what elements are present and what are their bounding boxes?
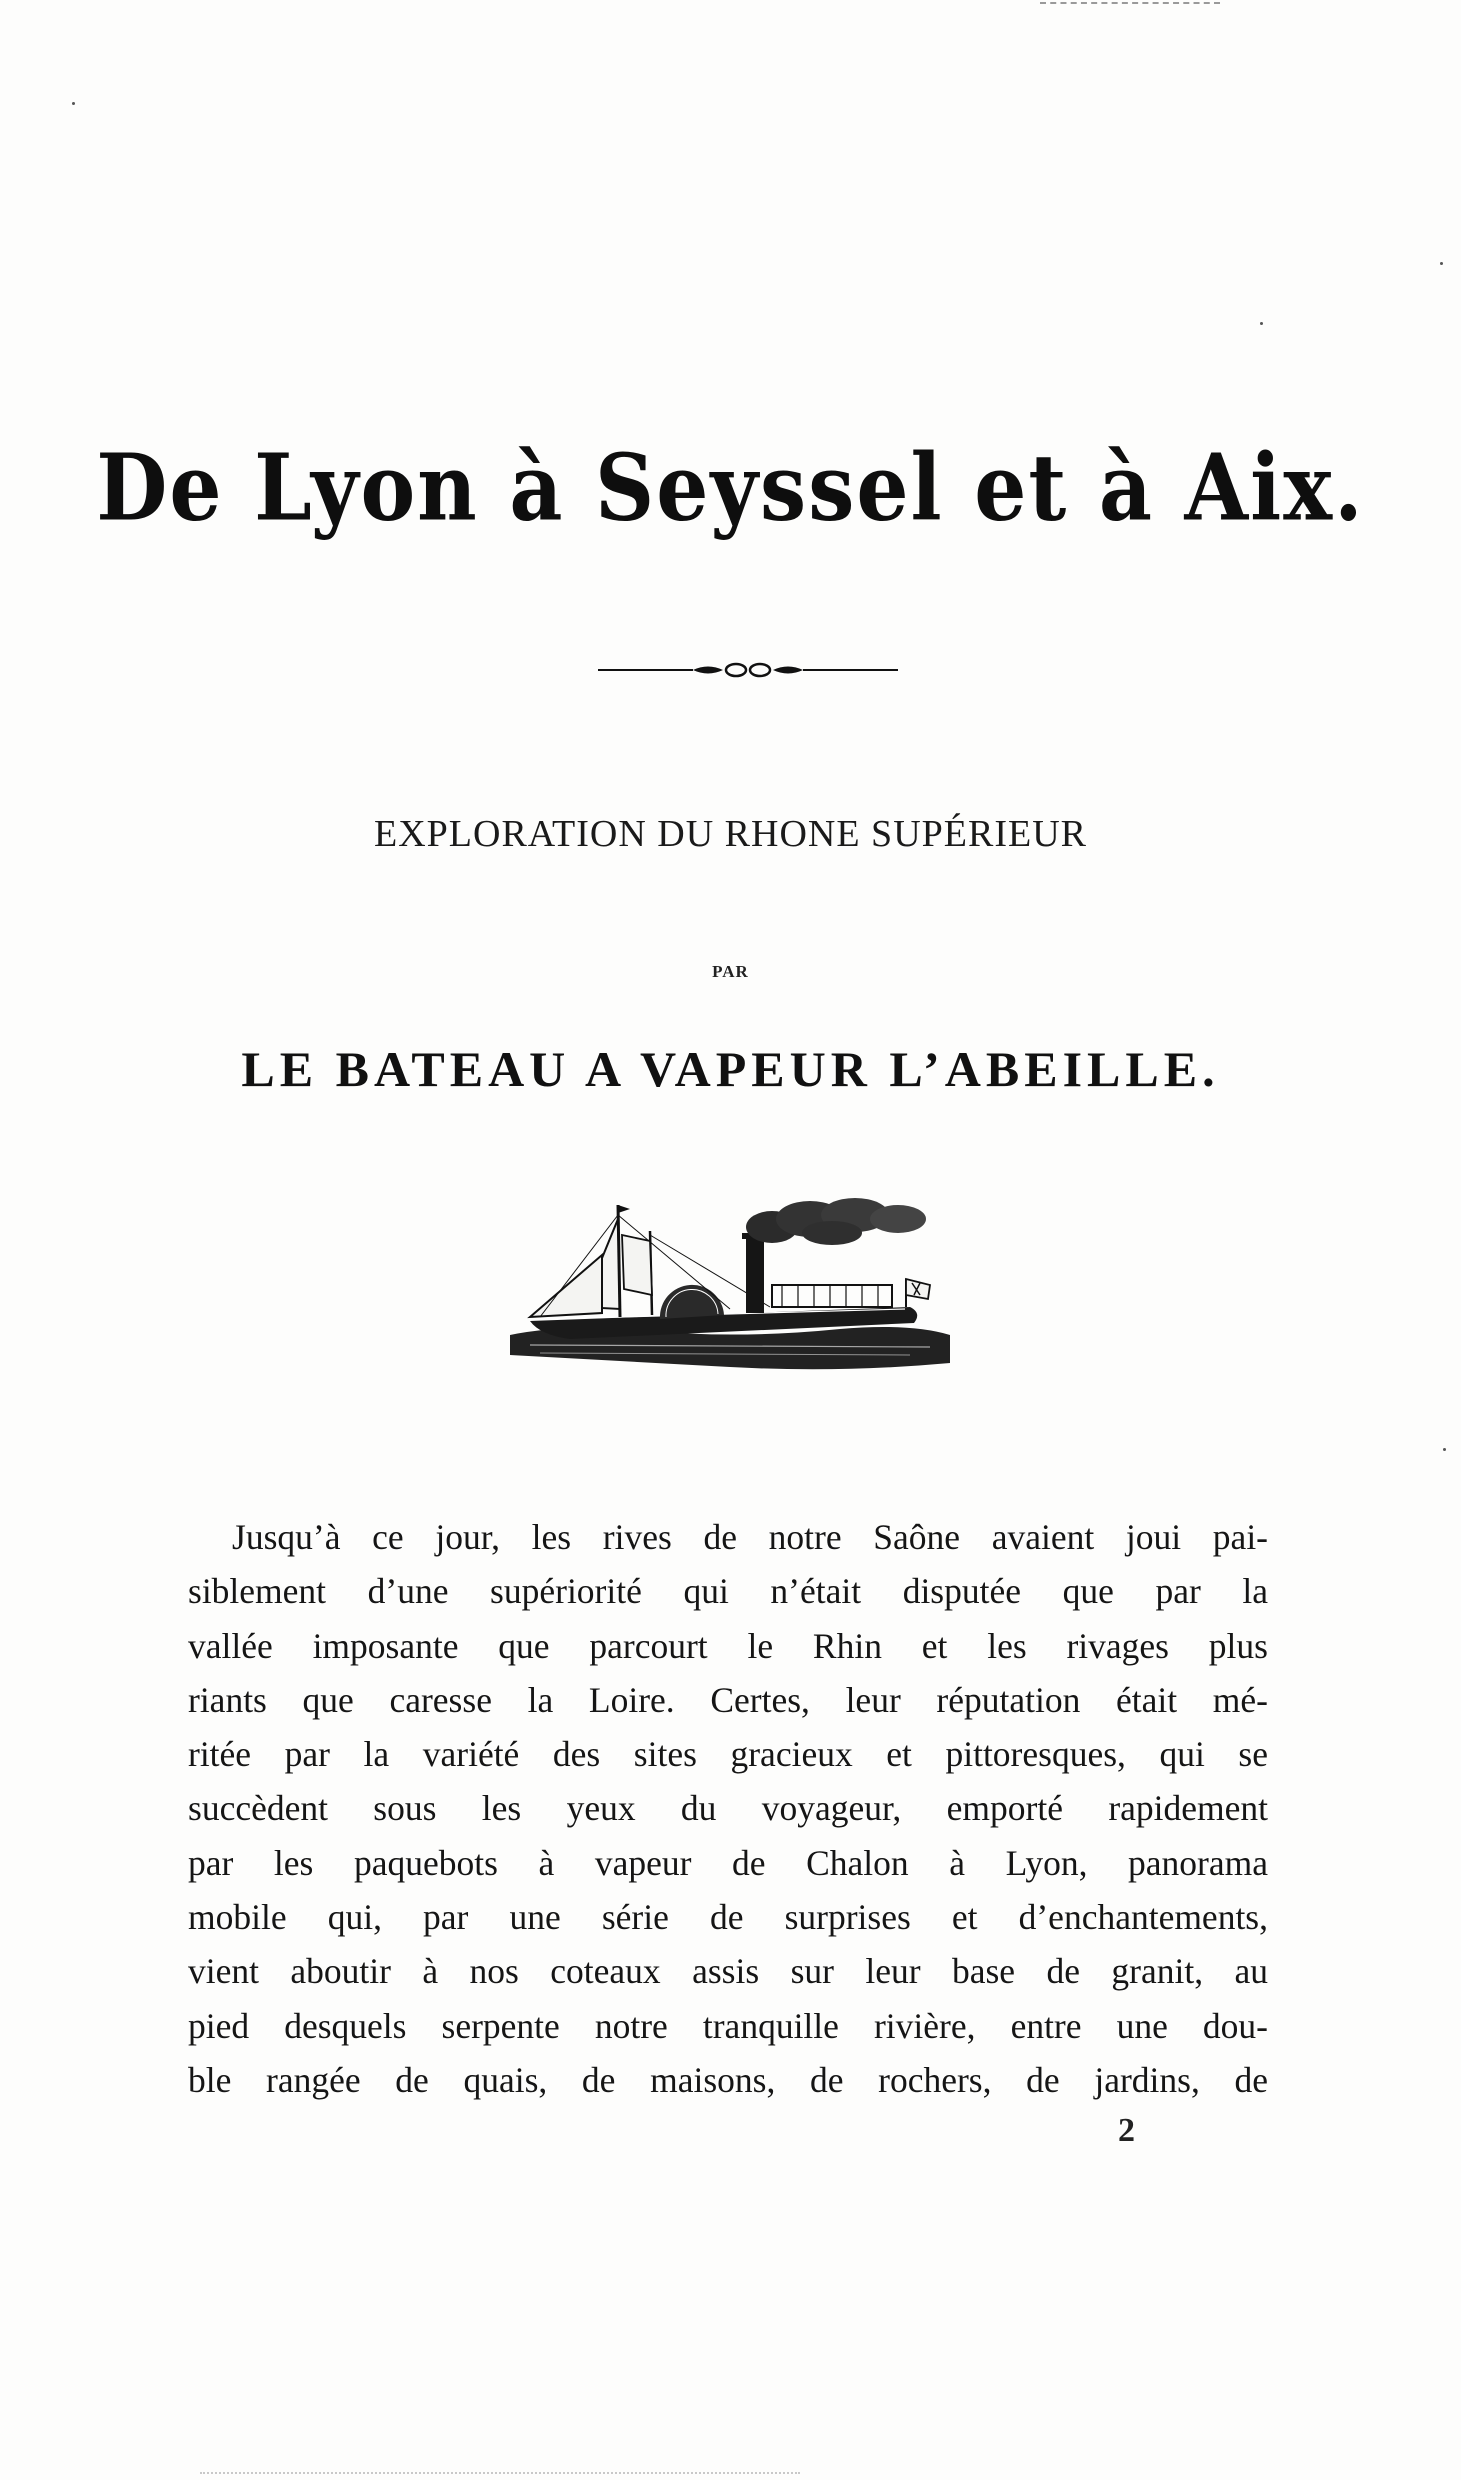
text-line: ble rangée de quais, de maisons, de rochers, de jardins, de <box>188 2059 1268 2100</box>
text-line: siblement d’une supériorité qui n’était disputée que par la <box>188 1571 1268 1612</box>
text-line: Jusqu’à ce jour, les rives de notre Saône avaient joui pai- <box>232 1517 1268 1557</box>
bottom-edge-mark <box>200 2472 800 2476</box>
paper-speck <box>1440 262 1443 265</box>
text-line: vallée imposante que parcourt le Rhin et les rivages plus <box>188 1625 1268 1666</box>
text-line: mobile qui, par une série de surprises et d’enchantements, <box>188 1897 1268 1938</box>
text-line: par les paquebots à vapeur de Chalon à Lyon, panorama <box>188 1842 1268 1883</box>
text-line: vient aboutir à nos coteaux assis sur leur base de granit, au <box>188 1951 1268 1992</box>
subtitle: EXPLORATION DU RHONE SUPÉRIEUR <box>374 813 1087 855</box>
top-edge-rule <box>1040 2 1220 6</box>
page-number: 2 <box>1118 2112 1135 2149</box>
paper-speck <box>1260 322 1263 325</box>
body-paragraph <box>188 1510 1268 2107</box>
text-line: ritée par la variété des sites gracieux et pittoresques, qui se <box>188 1734 1268 1775</box>
text-line: riants que caresse la Loire. Certes, leur réputation était mé- <box>188 1679 1268 1720</box>
page-title: De Lyon à Seyssel et à Aix. <box>96 434 1365 542</box>
paper-speck <box>72 102 75 105</box>
text-line: succèdent sous les yeux du voyageur, emporté rapidement <box>188 1788 1268 1829</box>
by-label: PAR <box>712 962 749 981</box>
scroll-ornament-rule-icon <box>598 655 898 685</box>
paper-speck <box>1443 1448 1446 1451</box>
steamboat-engraving-icon <box>510 1195 950 1385</box>
boat-name-heading: LE BATEAU A VAPEUR L’ABEILLE. <box>241 1041 1220 1097</box>
text-line: pied desquels serpente notre tranquille rivière, entre une dou- <box>188 2005 1268 2046</box>
